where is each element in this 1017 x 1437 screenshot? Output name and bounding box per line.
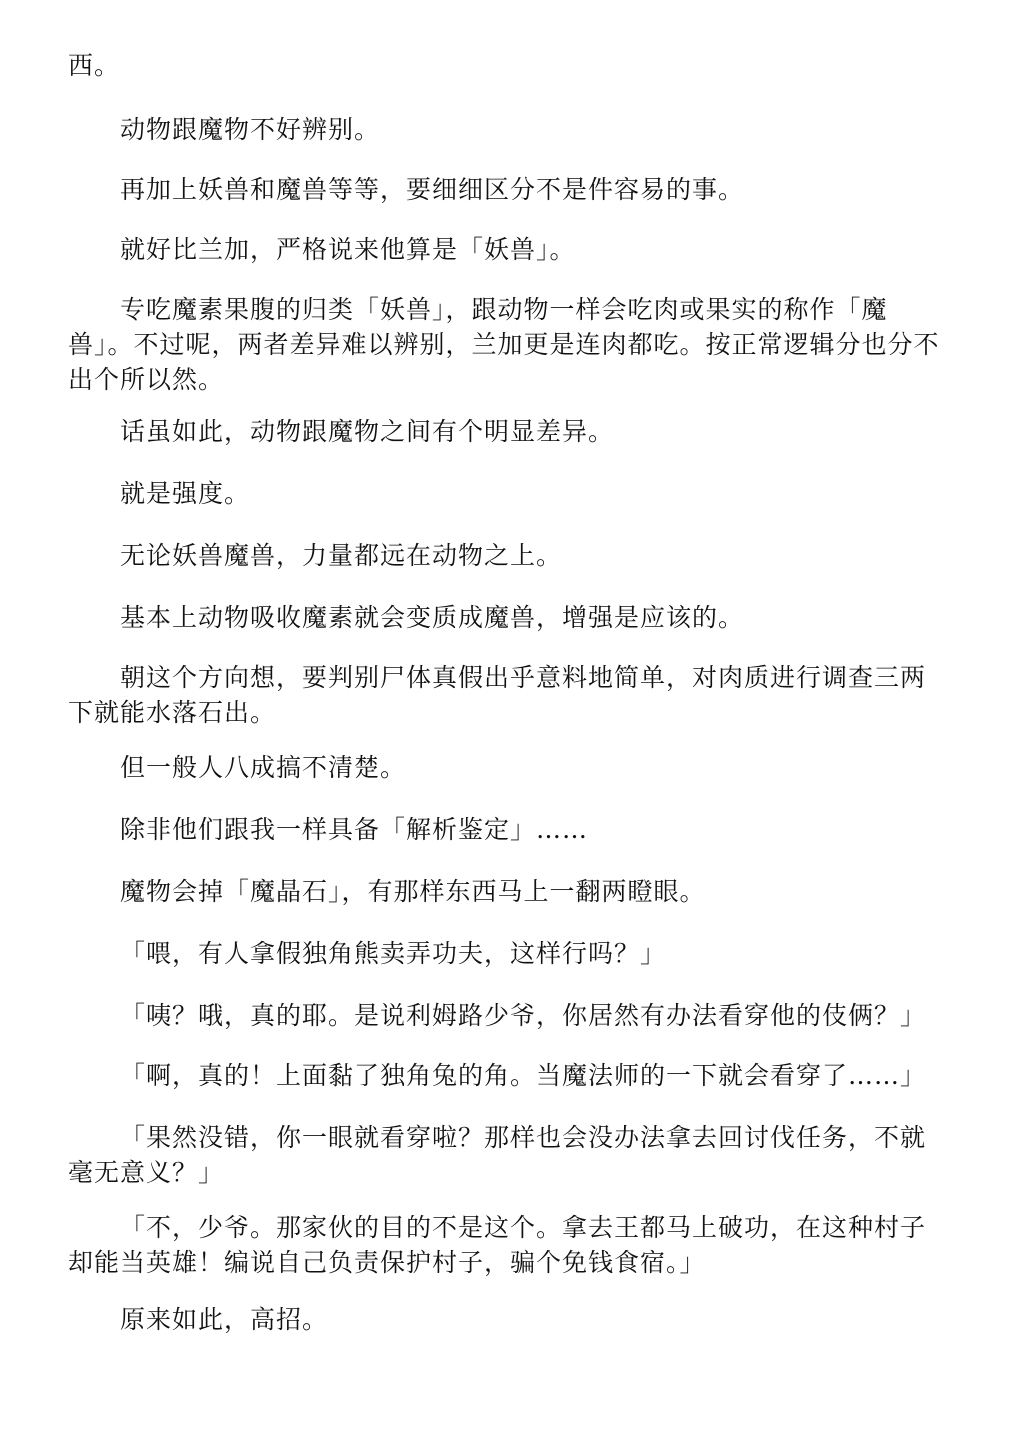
paragraph-5: 专吃魔素果腹的归类「妖兽」，跟动物一样会吃肉或果实的称作「魔兽」。不过呢，两者差异难以辨别，兰加更是连肉都吃。按正常逻辑分也分不出个所以然。 <box>68 295 940 394</box>
paragraph-18: 「不，少爷。那家伙的目的不是这个。拿去王都马上破功，在这种村子却能当英雄！编说自己负责保护村子，骗个免钱食宿。」 <box>68 1213 927 1277</box>
paragraph-11: 但一般人八成搞不清楚。 <box>120 753 407 782</box>
paragraph-3: 再加上妖兽和魔兽等等，要细细区分不是件容易的事。 <box>120 175 745 204</box>
paragraph-13: 魔物会掉「魔晶石」，有那样东西马上一翻两瞪眼。 <box>120 877 706 906</box>
paragraph-1: 西。 <box>68 51 121 80</box>
paragraph-15: 「咦？哦，真的耶。是说利姆路少爷，你居然有办法看穿他的伎俩？」 <box>120 1001 927 1030</box>
paragraph-17: 「果然没错，你一眼就看穿啦？那样也会没办法拿去回讨伐任务，不就毫无意义？」 <box>68 1123 927 1187</box>
paragraph-6: 话虽如此，动物跟魔物之间有个明显差异。 <box>120 417 615 446</box>
paragraph-9: 基本上动物吸收魔素就会变质成魔兽，增强是应该的。 <box>120 603 745 632</box>
paragraph-14: 「喂，有人拿假独角熊卖弄功夫，这样行吗？」 <box>120 939 667 968</box>
paragraph-4: 就好比兰加，严格说来他算是「妖兽」。 <box>120 235 576 264</box>
paragraph-10: 朝这个方向想，要判别尸体真假出乎意料地简单，对肉质进行调查三两下就能水落石出。 <box>68 663 927 727</box>
paragraph-7: 就是强度。 <box>120 479 251 508</box>
paragraph-12: 除非他们跟我一样具备「解析鉴定」…… <box>120 815 589 844</box>
paragraph-19: 原来如此，高招。 <box>120 1305 329 1334</box>
paragraph-16: 「啊，真的！上面黏了独角兔的角。当魔法师的一下就会看穿了……」 <box>120 1061 927 1090</box>
paragraph-8: 无论妖兽魔兽，力量都远在动物之上。 <box>120 541 563 570</box>
paragraph-2: 动物跟魔物不好辨别。 <box>120 115 381 144</box>
